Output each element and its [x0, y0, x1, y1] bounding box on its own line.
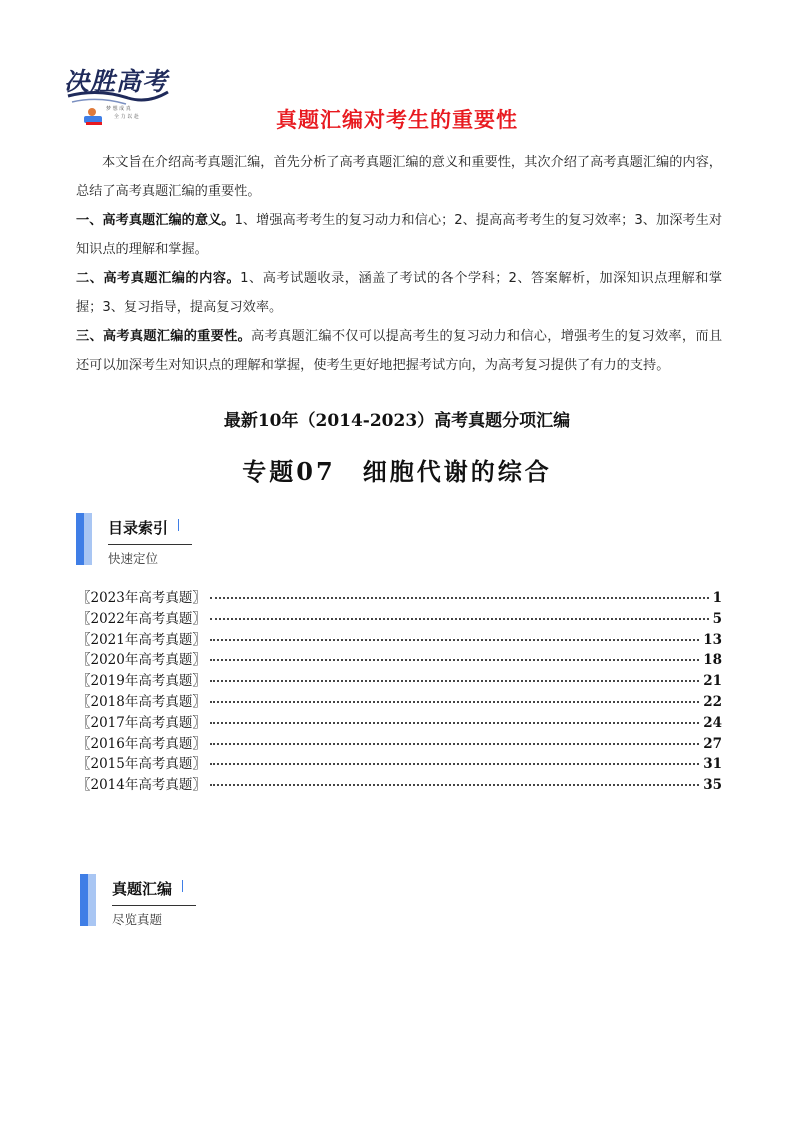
table-of-contents [77, 588, 722, 796]
section-bar [80, 874, 96, 926]
toc-leader-dots [210, 762, 699, 765]
collection-title: 最新10年（2014-2023）高考真题分项汇编 [223, 411, 571, 431]
toc-entry-page: 22 [703, 693, 722, 710]
point-1-text: 1、增强高考考生的复习动力和信心；2、提高高考考生的复习效率；3、加深考生对知识点的理解和掌握。 [76, 213, 723, 257]
svg-text:全 力 以 赴: 全 力 以 赴 [114, 114, 139, 120]
toc-leader-dots [210, 679, 699, 682]
toc-entry-page: 31 [703, 756, 722, 773]
toc-leader-dots [210, 638, 699, 641]
toc-leader-dots [210, 783, 699, 786]
toc-entry[interactable] [77, 630, 722, 651]
toc-entry[interactable] [77, 671, 722, 692]
point-2 [76, 264, 722, 322]
toc-entry-label: 〖2021年高考真题〗 [77, 631, 206, 648]
toc-entry-label: 〖2017年高考真题〗 [77, 714, 206, 731]
toc-leader-dots [210, 658, 699, 661]
tick-mark [182, 880, 183, 892]
toc-entry-page: 24 [703, 714, 722, 731]
toc-section-header [76, 513, 276, 573]
exam-section-header [80, 874, 280, 934]
exam-heading-text: 真题汇编 [112, 880, 173, 898]
toc-leader-dots [210, 617, 709, 620]
toc-entry-page: 5 [712, 610, 722, 627]
exam-section-subheading: 尽览真题 [112, 912, 163, 927]
point-1 [76, 206, 722, 264]
toc-entry-label: 〖2018年高考真题〗 [77, 693, 206, 710]
page-title: 真题汇编对考生的重要性 [276, 108, 518, 132]
intro-body [76, 148, 722, 380]
toc-entry[interactable] [77, 734, 722, 755]
toc-entry-page: 18 [703, 652, 722, 669]
toc-entry-label: 〖2020年高考真题〗 [77, 652, 206, 669]
toc-leader-dots [210, 742, 699, 745]
point-2-text: 1、高考试题收录，涵盖了考试的各个学科；2、答案解析，加深知识点理解和掌握；3、复习指导，提高复习效率。 [76, 271, 723, 315]
topic-title: 专题07 细胞代谢的综合 [242, 457, 552, 486]
divider [108, 544, 192, 545]
toc-entry[interactable] [77, 650, 722, 671]
toc-heading-text: 目录索引 [108, 519, 169, 537]
toc-entry-label: 〖2022年高考真题〗 [77, 610, 206, 627]
toc-leader-dots [210, 700, 699, 703]
intro-paragraph: 本文旨在介绍高考真题汇编，首先分析了高考真题汇编的意义和重要性，其次介绍了高考真题汇编的内容，总结了高考真题汇编的重要性。 [76, 155, 722, 199]
toc-entry-page: 27 [703, 735, 722, 752]
toc-entry[interactable] [77, 588, 722, 609]
exam-section-heading [112, 878, 183, 899]
toc-entry-label: 〖2023年高考真题〗 [77, 590, 206, 606]
toc-entry-label: 〖2019年高考真题〗 [77, 673, 206, 690]
toc-entry-label: 〖2016年高考真题〗 [77, 735, 206, 752]
tick-mark [178, 519, 179, 531]
toc-entry-label: 〖2015年高考真题〗 [77, 756, 206, 773]
toc-entry-page: 35 [703, 777, 722, 794]
logo-text: 决胜高考 [64, 67, 169, 96]
toc-entry[interactable] [77, 692, 722, 713]
point-3-heading: 三、高考真题汇编的重要性。 [76, 329, 252, 344]
toc-entry-page: 1 [712, 590, 722, 606]
toc-section-subheading: 快速定位 [108, 551, 159, 566]
toc-entry[interactable] [77, 713, 722, 734]
toc-entry-label: 〖2014年高考真题〗 [77, 777, 206, 794]
section-bar [76, 513, 92, 565]
point-2-heading: 二、高考真题汇编的内容。 [76, 271, 241, 286]
divider [112, 905, 196, 906]
point-3 [76, 322, 722, 380]
toc-leader-dots [210, 721, 699, 724]
toc-leader-dots [210, 596, 709, 599]
toc-entry[interactable] [77, 609, 722, 630]
toc-entry[interactable] [77, 775, 722, 796]
toc-entry[interactable] [77, 754, 722, 775]
point-1-heading: 一、高考真题汇编的意义。 [76, 213, 235, 228]
toc-entry-page: 21 [703, 673, 722, 690]
toc-entry-page: 13 [703, 631, 722, 648]
toc-section-heading [108, 517, 179, 538]
point-3-text: 高考真题汇编不仅可以提高考生的复习动力和信心，增强考生的复习效率，而且还可以加深考生对知识点的理解和掌握，使考生更好地把握考试方向，为高考复习提供了有力的支持。 [76, 329, 723, 373]
svg-text:梦 想 成 真: 梦 想 成 真 [106, 106, 131, 112]
